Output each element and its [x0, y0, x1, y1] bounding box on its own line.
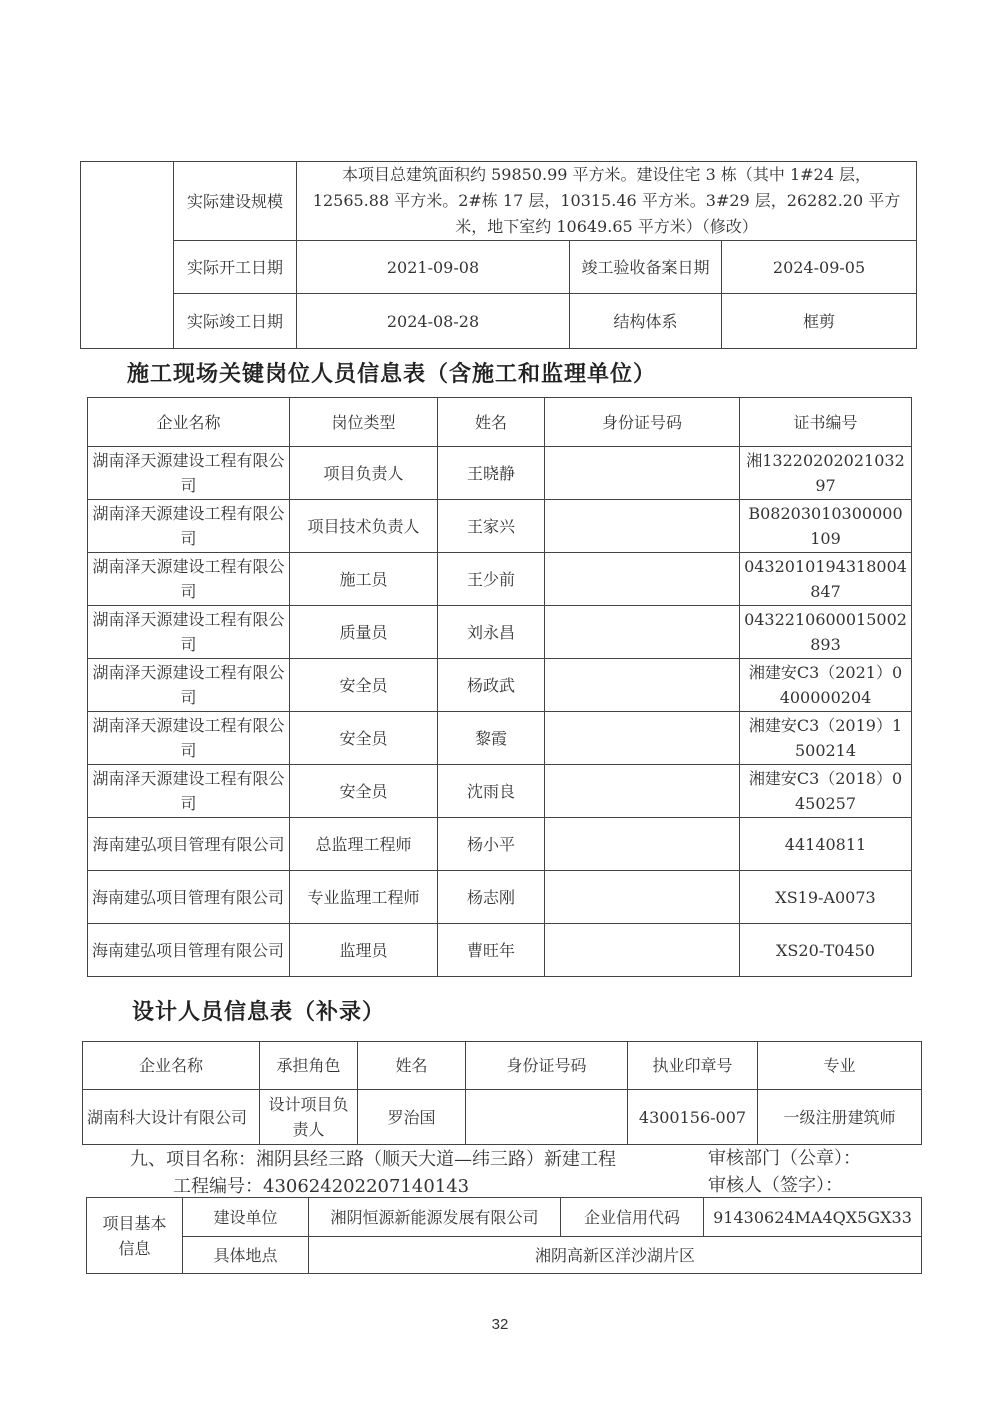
header-role: 岗位类型	[290, 398, 438, 447]
location-label: 具体地点	[183, 1237, 309, 1274]
design-role-cell: 设计项目负责人	[260, 1090, 358, 1145]
start-date: 2021-09-08	[297, 241, 570, 294]
header-company: 企业名称	[88, 398, 290, 447]
name-cell: 王家兴	[438, 500, 545, 553]
staff-table	[87, 397, 912, 977]
company-cell: 湖南泽天源建设工程有限公司	[88, 500, 290, 553]
design-company-cell: 湖南科大设计有限公司	[83, 1090, 260, 1145]
role-cell: 质量员	[290, 606, 438, 659]
table-row	[88, 659, 912, 712]
company-cell: 湖南泽天源建设工程有限公司	[88, 447, 290, 500]
review-dept-label: 审核部门（公章）：	[708, 1148, 861, 1169]
table-row	[88, 818, 912, 871]
table-row	[88, 447, 912, 500]
role-cell: 安全员	[290, 659, 438, 712]
project-code: 工程编号：430624202207140143	[173, 1176, 470, 1197]
role-cell: 项目负责人	[290, 447, 438, 500]
cert-cell: 湘建安C3（2018）0450257	[740, 765, 912, 818]
structure-value: 框剪	[722, 294, 917, 349]
header-cert: 证书编号	[740, 398, 912, 447]
cert-cell: 湘建安C3（2021）0400000204	[740, 659, 912, 712]
role-cell: 安全员	[290, 765, 438, 818]
basic-info-label: 项目基本信息	[87, 1198, 183, 1274]
design-table-title: 设计人员信息表（补录）	[132, 1000, 386, 1025]
header-name: 姓名	[438, 398, 545, 447]
table-row	[88, 500, 912, 553]
project-title: 九、项目名称：湘阴县经三路（顺天大道—纬三路）新建工程	[130, 1149, 616, 1170]
id-cell	[545, 606, 740, 659]
finish-label: 实际竣工日期	[174, 294, 297, 349]
name-cell: 杨志刚	[438, 871, 545, 924]
id-cell	[545, 871, 740, 924]
design-header-id: 身份证号码	[466, 1042, 628, 1090]
id-cell	[545, 924, 740, 977]
design-header-major: 专业	[758, 1042, 922, 1090]
table-row	[83, 1090, 922, 1145]
table-row	[88, 924, 912, 977]
design-name-cell: 罗治国	[358, 1090, 466, 1145]
design-table	[82, 1041, 922, 1145]
staff-table-title: 施工现场关键岗位人员信息表（含施工和监理单位）	[127, 362, 657, 387]
role-cell: 监理员	[290, 924, 438, 977]
cert-cell: 湘1322020202103297	[740, 447, 912, 500]
header-id: 身份证号码	[545, 398, 740, 447]
cert-cell: 44140811	[740, 818, 912, 871]
design-header-name: 姓名	[358, 1042, 466, 1090]
id-cell	[545, 712, 740, 765]
builder-label: 建设单位	[183, 1198, 309, 1237]
reviewer-label: 审核人（签字）：	[708, 1175, 843, 1196]
role-cell: 总监理工程师	[290, 818, 438, 871]
project-info-table	[80, 161, 917, 349]
design-header-company: 企业名称	[83, 1042, 260, 1090]
table-row	[88, 606, 912, 659]
scale-label: 实际建设规模	[174, 162, 297, 241]
design-header-seal: 执业印章号	[628, 1042, 758, 1090]
cert-cell: XS20-T0450	[740, 924, 912, 977]
table-row	[88, 553, 912, 606]
cert-cell: 0432010194318004847	[740, 553, 912, 606]
company-cell: 海南建弘项目管理有限公司	[88, 871, 290, 924]
name-cell: 杨小平	[438, 818, 545, 871]
company-cell: 湖南泽天源建设工程有限公司	[88, 712, 290, 765]
role-cell: 项目技术负责人	[290, 500, 438, 553]
name-cell: 沈雨良	[438, 765, 545, 818]
page-number: 32	[491, 1316, 509, 1333]
company-cell: 湖南泽天源建设工程有限公司	[88, 606, 290, 659]
record-label: 竣工验收备案日期	[570, 241, 722, 294]
company-cell: 海南建弘项目管理有限公司	[88, 924, 290, 977]
name-cell: 王晓静	[438, 447, 545, 500]
blank-cell	[81, 162, 174, 349]
structure-label: 结构体系	[570, 294, 722, 349]
cert-cell: 湘建安C3（2019）1500214	[740, 712, 912, 765]
design-id-cell	[466, 1090, 628, 1145]
cert-cell: XS19-A0073	[740, 871, 912, 924]
id-cell	[545, 659, 740, 712]
credit-value: 91430624MA4QX5GX33	[704, 1198, 922, 1237]
company-cell: 湖南泽天源建设工程有限公司	[88, 765, 290, 818]
table-row	[88, 871, 912, 924]
id-cell	[545, 553, 740, 606]
record-date: 2024-09-05	[722, 241, 917, 294]
role-cell: 安全员	[290, 712, 438, 765]
company-cell: 海南建弘项目管理有限公司	[88, 818, 290, 871]
role-cell: 施工员	[290, 553, 438, 606]
id-cell	[545, 500, 740, 553]
id-cell	[545, 447, 740, 500]
cert-cell: 0432210600015002893	[740, 606, 912, 659]
role-cell: 专业监理工程师	[290, 871, 438, 924]
company-cell: 湖南泽天源建设工程有限公司	[88, 659, 290, 712]
builder-value: 湘阴恒源新能源发展有限公司	[309, 1198, 561, 1237]
start-label: 实际开工日期	[174, 241, 297, 294]
finish-date: 2024-08-28	[297, 294, 570, 349]
design-major-cell: 一级注册建筑师	[758, 1090, 922, 1145]
name-cell: 刘永昌	[438, 606, 545, 659]
id-cell	[545, 765, 740, 818]
name-cell: 曹旺年	[438, 924, 545, 977]
table-row	[88, 765, 912, 818]
scale-text: 本项目总建筑面积约 59850.99 平方米。建设住宅 3 栋（其中 1#24 层，12565.88 平方米。2#栋 17 层，10315.46 平方米。3#29 层，26282.20 平方米，地下室约 10649.65 平方米）（修改）	[297, 162, 917, 241]
location-value: 湘阴高新区洋沙湖片区	[309, 1237, 922, 1274]
design-seal-cell: 4300156-007	[628, 1090, 758, 1145]
company-cell: 湖南泽天源建设工程有限公司	[88, 553, 290, 606]
table-row	[88, 712, 912, 765]
name-cell: 杨政武	[438, 659, 545, 712]
name-cell: 王少前	[438, 553, 545, 606]
name-cell: 黎霞	[438, 712, 545, 765]
id-cell	[545, 818, 740, 871]
credit-label: 企业信用代码	[561, 1198, 704, 1237]
project-basic-table	[86, 1197, 922, 1274]
cert-cell: B08203010300000109	[740, 500, 912, 553]
design-header-role: 承担角色	[260, 1042, 358, 1090]
